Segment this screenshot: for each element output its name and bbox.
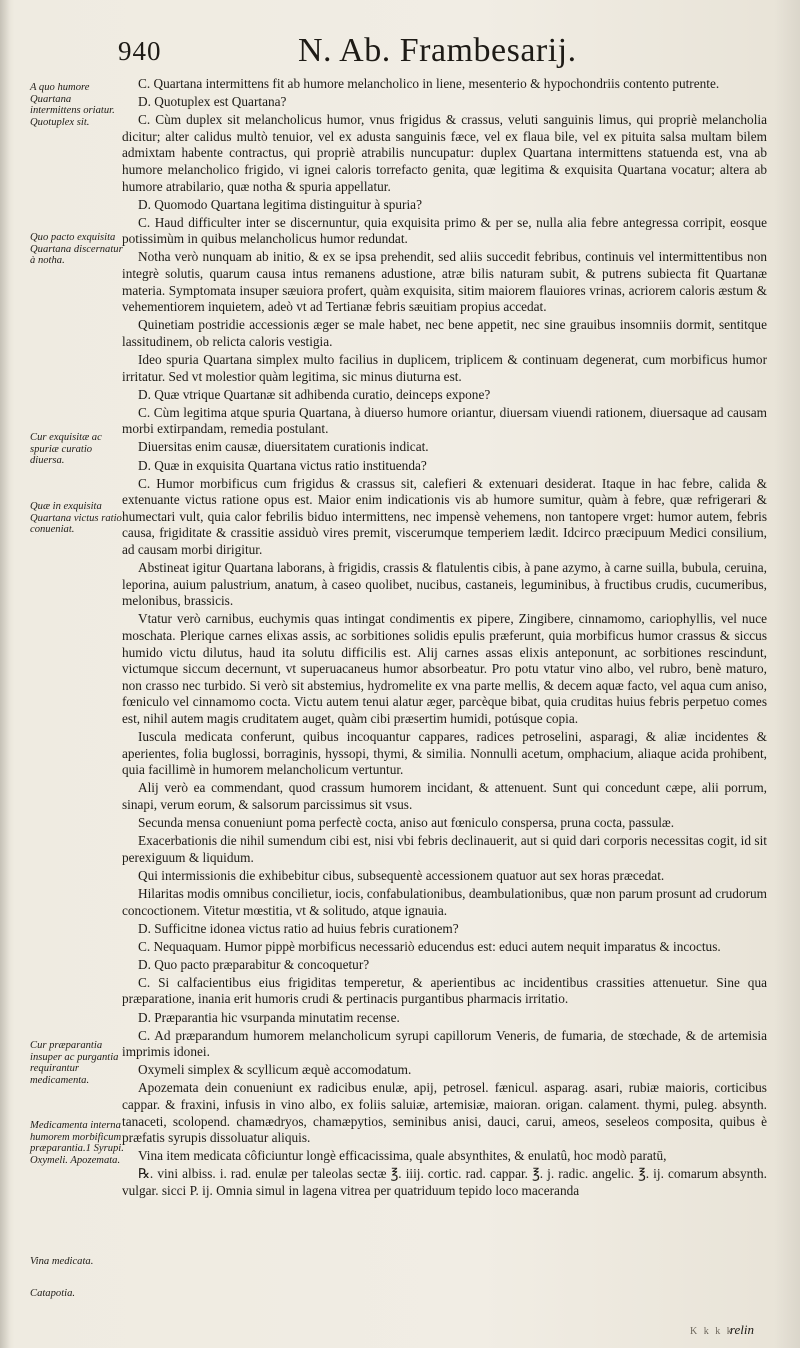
recipe: ℞. vini albiss. i. rad. enulæ per taleolas sectæ ℥. iiij. cortic. rad. cappar. ℥. j. radic. angelic. ℥. ij. comarum absynth. vulgar. sicci P. ij. Omnia simul in lagena vitrea per quatriduum tepido loco maceranda <box>122 1166 767 1198</box>
paragraph: Vtatur verò carnibus, euchymis quas intingat condimentis ex pipere, Zingibere, cinnamomo, cariophyllis, vel nuce moschata. Plerique carnes elixas assis, ac sorbitiones solidis epulis præferunt, quia morbificus humor crassus & siccus humido victu dilutus, haud ita solutu difficilis est. Alij carnes assas elixis anteponunt, ac sorbitiones rescindunt, victumque siccum decernunt, vt superuacaneus humor absorbeatur. Pro potu vtatur vino albo, vel rubro, benè maturo, non crasso nec turbido. Si verò sit abstemius, hydromelite ex vna parte mellis, & decem aquæ facto, vel aqua cum aniso, fœniculo vel cinnamomo cocta. Victu autem tenui alatur æger, parcèque bibat, quia cruditas huius febris perpetuo comes est, nihil autem magis cruditatem auget, quàm cibi præsertim humidi, potúsque copia. <box>122 611 767 726</box>
paragraph: C. Si calfacientibus eius frigiditas temperetur, & aperientibus ac incidentibus crassities attenuetur. Sine qua præparatione, inania erit humoris crudi & pertinacis purgantibus pharmacis irritatio. <box>122 974 767 1007</box>
margin-note: Cur exquisitæ ac spuriæ curatio diuersa. <box>30 432 102 467</box>
catchword: relin <box>729 1322 754 1337</box>
paragraph: Exacerbationis die nihil sumendum cibi est, nisi vbi febris declinauerit, aut si quid dari corporis necessitas cogit, id sit perexiguum & liquidum. <box>122 833 767 865</box>
margin-note: Medicamenta interna humorem morbificum præparantia.1 Syrupi. Oxymeli. Apozemata. <box>30 1120 124 1166</box>
margin-note: Catapotia. <box>30 1288 76 1299</box>
paragraph: C. Quartana intermittens fit ab humore melancholico in liene, mesenterio & hypochondriis contento putrente. <box>138 76 720 91</box>
paragraph: Hilaritas modis omnibus concilietur, iocis, confabulationibus, deambulationibus, quæ non parum prosunt ad crudorum concoctionem. Vitetur mœstitia, vt & solitudo, atque ignauia. <box>122 885 767 918</box>
question: D. Quæ vtrique Quartanæ sit adhibenda curatio, deinceps expone? <box>138 386 491 402</box>
margin-note: Cur præparantia insuper ac purgantia requirantur medicamenta. <box>30 1040 119 1086</box>
page-header <box>0 32 800 72</box>
main-text <box>122 76 767 1201</box>
question: D. Præparantia hic vsurpanda minutatim recense. <box>138 1009 400 1025</box>
question: D. Sufficitne idonea victus ratio ad huius febris curationem? <box>138 920 459 936</box>
paragraph: C. Humor morbificus cum frigidus & crassus sit, calefieri & extenuari desiderat. Itaque in hac febre, calida & extenuante victus ratione opus est. Maior enim indicationis vis ab humore sumitur, quàm à febre, quæ refrigerari & humectari vult, quia calor febrilis biduo intermittens, nec impensè vehemens, non tantopere vrget: humor autem, febris causa, frigiditate & crassitie assiduò vires premit, viscerumque temperiem lædit. Idcirco præcipuum Medici consilium, ad causam morbi dirigitur. <box>122 475 767 558</box>
paragraph: Iuscula medicata conferunt, quibus incoquantur cappares, radices petroselini, asparagi, & aliæ incidentes & aperientes, folia buglossi, borraginis, hyssopi, thymi, & similia. Nonnulli acetum, omphacium, aliaque acida prohibent, quia facillimè in humorem melancholicum vertuntur. <box>122 729 767 778</box>
paragraph: Oxymeli simplex & scyllicum æquè accomodatum. <box>138 1062 412 1078</box>
paragraph: Qui intermissionis die exhibebitur cibus, subsequentè accessionem quatuor aut sex horas præcedat. <box>138 867 665 883</box>
margin-note: Vina medicata. <box>30 1256 94 1267</box>
margin-note: Quo pacto exquisita Quartana discernatur à notha. <box>30 232 123 267</box>
page-number: 940 <box>118 36 162 66</box>
paragraph: Secunda mensa conueniunt poma perfectè cocta, aniso aut fœniculo conspersa, pruna cocta, passulæ. <box>138 815 675 831</box>
gutter-shadow <box>0 0 10 1348</box>
margin-note: A quo humore Quartana intermittens oriatur. Quotuplex sit. <box>30 82 115 128</box>
running-title: N. Ab. Frambesarij. <box>298 32 577 69</box>
page-edge-shadow <box>774 0 800 1348</box>
question: D. Quomodo Quartana legitima distinguitur à spuria? <box>138 196 422 212</box>
paragraph: C. Haud difficulter inter se discernuntur, quia exquisita primo & per se, nulla alia febre antegressa corripit, eosque potissimùm in quibus melancholicus humor redundat. <box>122 214 767 247</box>
paragraph: Apozemata dein conueniunt ex radicibus enulæ, apij, petrosel. fænicul. asparag. asari, rubiæ maioris, corticibus cappar. & fraxini, infusis in vino albo, ex foliis saluiæ, artemisiæ, maioran. origan. calament. thymi, puleg. absynth. tanaceti, scolopend. chamædryos, chamæpytios, seminibus anisi, dauci, carui, ameos, seseleos composita, quibus è præfatis syrupis dissoluatur aliquis. <box>122 1080 767 1146</box>
paragraph: Notha verò nunquam ab initio, & ex se ipsa prehendit, sed aliis succedit febribus, continuis vel intermittentibus non integrè solutis, quarum causa intus remanens adustione, atræ bilis naturam subit, & putrens subiecta fit Quartanæ materia. Symptomata insuper sæuiora profert, quàm exquisita, sitim maiorem flauiores vrinas, acriorem caloris æstum & vehementiorem inquietem, adeò vt ad Tertianæ febris sæuitiam propius accedat. <box>122 249 767 315</box>
question: D. Quo pacto præparabitur & concoquetur? <box>138 956 370 972</box>
paragraph: C. Cùm legitima atque spuria Quartana, à diuerso humore oriantur, diuersam viuendi rationem, diuersaque ad causam morbi extirpandam, remedia postulant. <box>122 404 767 437</box>
paragraph: Vina item medicata côficiuntur longè efficacissima, quale absynthites, & enulatû, hoc modò paratū, <box>138 1148 667 1164</box>
question: D. Quotuplex est Quartana? <box>138 94 287 110</box>
paragraph: C. Ad præparandum humorem melancholicum syrupi capillorum Veneris, de fumaria, de stœchade, & de artemisia imprimis idonei. <box>122 1027 767 1060</box>
paragraph: Ideo spuria Quartana simplex multo facilius in duplicem, triplicem & continuam degenerat, cum morbificus humor irritatur. Sed vt molestior quàm legitima, sic minus diuturna est. <box>122 352 767 384</box>
paragraph: Abstineat igitur Quartana laborans, à frigidis, crassis & flatulentis cibis, à pane azymo, à carne suilla, bubula, ceruina, leporina, auium palustrium, anatum, à caseo quolibet, nucibus, castaneis, leguminibus, à fructibus crudis, cucumeribus, melonibus, brassicis. <box>122 560 767 609</box>
paragraph: Quinetiam postridie accessionis æger se male habet, nec bene appetit, nec sine grauibus insomniis dormit, sentitque lassitudinem, ob relicta caloris vestigia. <box>122 317 767 349</box>
paragraph: C. Cùm duplex sit melancholicus humor, vnus frigidus & crassus, veluti sanguinis limus, qui propriè melancholia dicitur; alter calidus multò tenuior, vel ex adusta sanguinis fæce, vel ex flaua bile, vel ex pituita salsa multam bilem admixtam habente contractus, qui propriè atrabilis nuncupatur: duplex Quartana intermittens statuenda est, vna ab humore melancholico frigido, vi ignei caloris torrefacto genita, quæ legitima & exquisita Quartana vocatur; altera ab humore atrabilario, quæ notha & spuria appellatur. <box>122 112 767 194</box>
signature-mark: K k k k <box>690 1326 734 1337</box>
paragraph: C. Nequaquam. Humor pippè morbificus necessariò educendus est: educi autem nequit imparatus & incoctus. <box>138 938 721 954</box>
question: D. Quæ in exquisita Quartana victus ratio instituenda? <box>138 457 427 473</box>
paragraph: Alij verò ea commendant, quod crassum humorem incidant, & attenuent. Sunt qui concedunt cæpe, alii porrum, sinapi, verum eorum, & salsorum parcissimus sit vsus. <box>122 780 767 812</box>
margin-note: Quæ in exquisita Quartana victus ratio conueniat. <box>30 501 122 536</box>
paragraph: Diuersitas enim causæ, diuersitatem curationis indicat. <box>138 439 429 455</box>
